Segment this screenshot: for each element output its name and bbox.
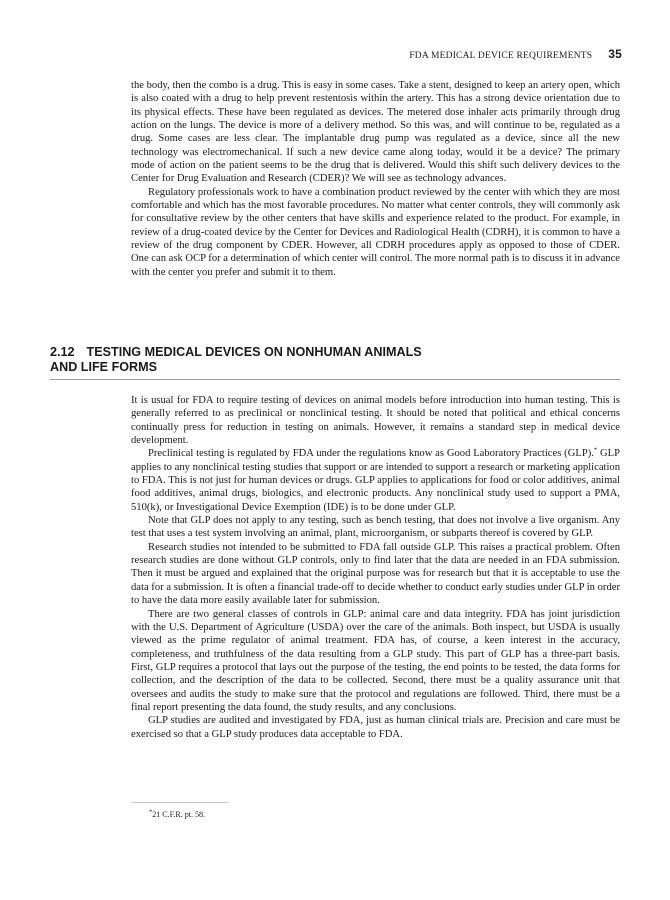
section-number: 2.12 bbox=[50, 345, 75, 359]
section-title-line1: TESTING MEDICAL DEVICES ON NONHUMAN ANIMALS bbox=[86, 345, 422, 359]
section-title-line2: AND LIFE FORMS bbox=[50, 360, 158, 374]
footnote-rule bbox=[131, 802, 229, 803]
body-text-section bbox=[131, 394, 620, 741]
paragraph: the body, then the combo is a drug. This is easy in some cases. Take a stent, designed to keep an artery open, which is also coated with a drug to help prevent restentosis within the artery. This has a strong device orientation due to its physical effects. These have been regulated as devices. The metered dose inhaler acts primarily through drug action on the lungs. The device is more of a delivery method. So this was, and will continue to be, regulated as a drug. Some cases are less clear. The implantable drug pump was regulated as a device, since all the new technology was electromechanical. If such a new device came along today, would it be a device? The primary mode of action on the patient seems to be the drug that is delivered. Would this shift such delivery devices to the Center for Drug Evaluation and Research (CDER)? We will see as technology advances. bbox=[131, 80, 620, 185]
paragraph: Note that GLP does not apply to any testing, such as bench testing, that does not involve a live organism. Any test that uses a test system involving an animal, plant, microorganism, or subparts thereof is covered by GLP. bbox=[131, 515, 620, 540]
paragraph: GLP studies are audited and investigated by FDA, just as human clinical trials are. Precision and care must be exercised so that a GLP study produces data acceptable to FDA. bbox=[131, 715, 620, 740]
paragraph: Research studies not intended to be submitted to FDA fall outside GLP. This raises a practical problem. Often research studies are done without GLP controls, only to find later that the data are needed in an FDA submission. Then it must be argued and explained that the original purpose was for research but that it is acceptable to use the data for a submission. It is often a financial trade-off to decide whether to conduct early studies under GLP in order to have the data more easily available later for submission. bbox=[131, 541, 620, 607]
section-heading bbox=[50, 345, 620, 380]
running-title: FDA MEDICAL DEVICE REQUIREMENTS bbox=[409, 51, 593, 61]
paragraph-text: Preclinical testing is regulated by FDA under the regulations know as Good Laboratory Practices (GLP). bbox=[148, 448, 594, 460]
paragraph: Regulatory professionals work to have a combination product reviewed by the center with which they are most comfortable and which has the most favorable procedures. No matter what center controls, they will commonly ask for consultative review by the other centers that have skills and experience related to the product. For example, in review of a drug-coated device by the Center for Devices and Radiological Health (CDRH), it is common to have a review of the drug component by CDER. However, all CDRH procedures apply as opposed to those of CDER. One can ask OCP for a determination of which center will control. The more normal path is to discuss it in advance with the center you prefer and submit it to them. bbox=[131, 186, 620, 278]
running-head bbox=[409, 47, 622, 61]
paragraph bbox=[131, 447, 620, 514]
footnote-text: 21 C.F.R. pt. 58. bbox=[152, 810, 205, 819]
body-text-top bbox=[131, 79, 620, 279]
page-number: 35 bbox=[608, 47, 622, 61]
paragraph-text: GLP applies to any nonclinical testing studies that support or are intended to support a research or marketing application to FDA. This is not just for human devices or drugs. GLP applies to applications for food or color additives, animal food additives, animal drugs, biologics, and electronic products. Any nonclinical study used to support a PMA, 510(k), or Investigational Device Exemption (IDE) is to be done under GLP. bbox=[131, 448, 620, 513]
footnote bbox=[149, 810, 205, 819]
paragraph: It is usual for FDA to require testing of devices on animal models before introduction into human testing. This is generally referred to as preclinical or nonclinical testing. It should be noted that political and ethical concerns continually press for reduction in testing on animals. However, it remains a standard step in medical device development. bbox=[131, 395, 620, 447]
paragraph: There are two general classes of controls in GLP: animal care and data integrity. FDA has joint jurisdiction with the U.S. Department of Agriculture (USDA) over the care of the animals. Both inspect, but USDA is usually viewed as the prime regulator of animal treatment. FDA has, of course, a keen interest in the accuracy, completeness, and truthfulness of the data resulting from a GLP study. This part of GLP has a three-part basis. First, GLP requires a protocol that lays out the purpose of the testing, the end points to be tested, the data forms for collection, and the description of the data to be collected. Second, there must be a quality assurance unit that oversees and audits the study to make sure that the protocol and regulations are followed. Third, there must be a final report presenting the data found, the study results, and any conclusions. bbox=[131, 608, 620, 713]
footnote-marker: * bbox=[149, 808, 153, 816]
footnote-marker: * bbox=[593, 446, 598, 454]
